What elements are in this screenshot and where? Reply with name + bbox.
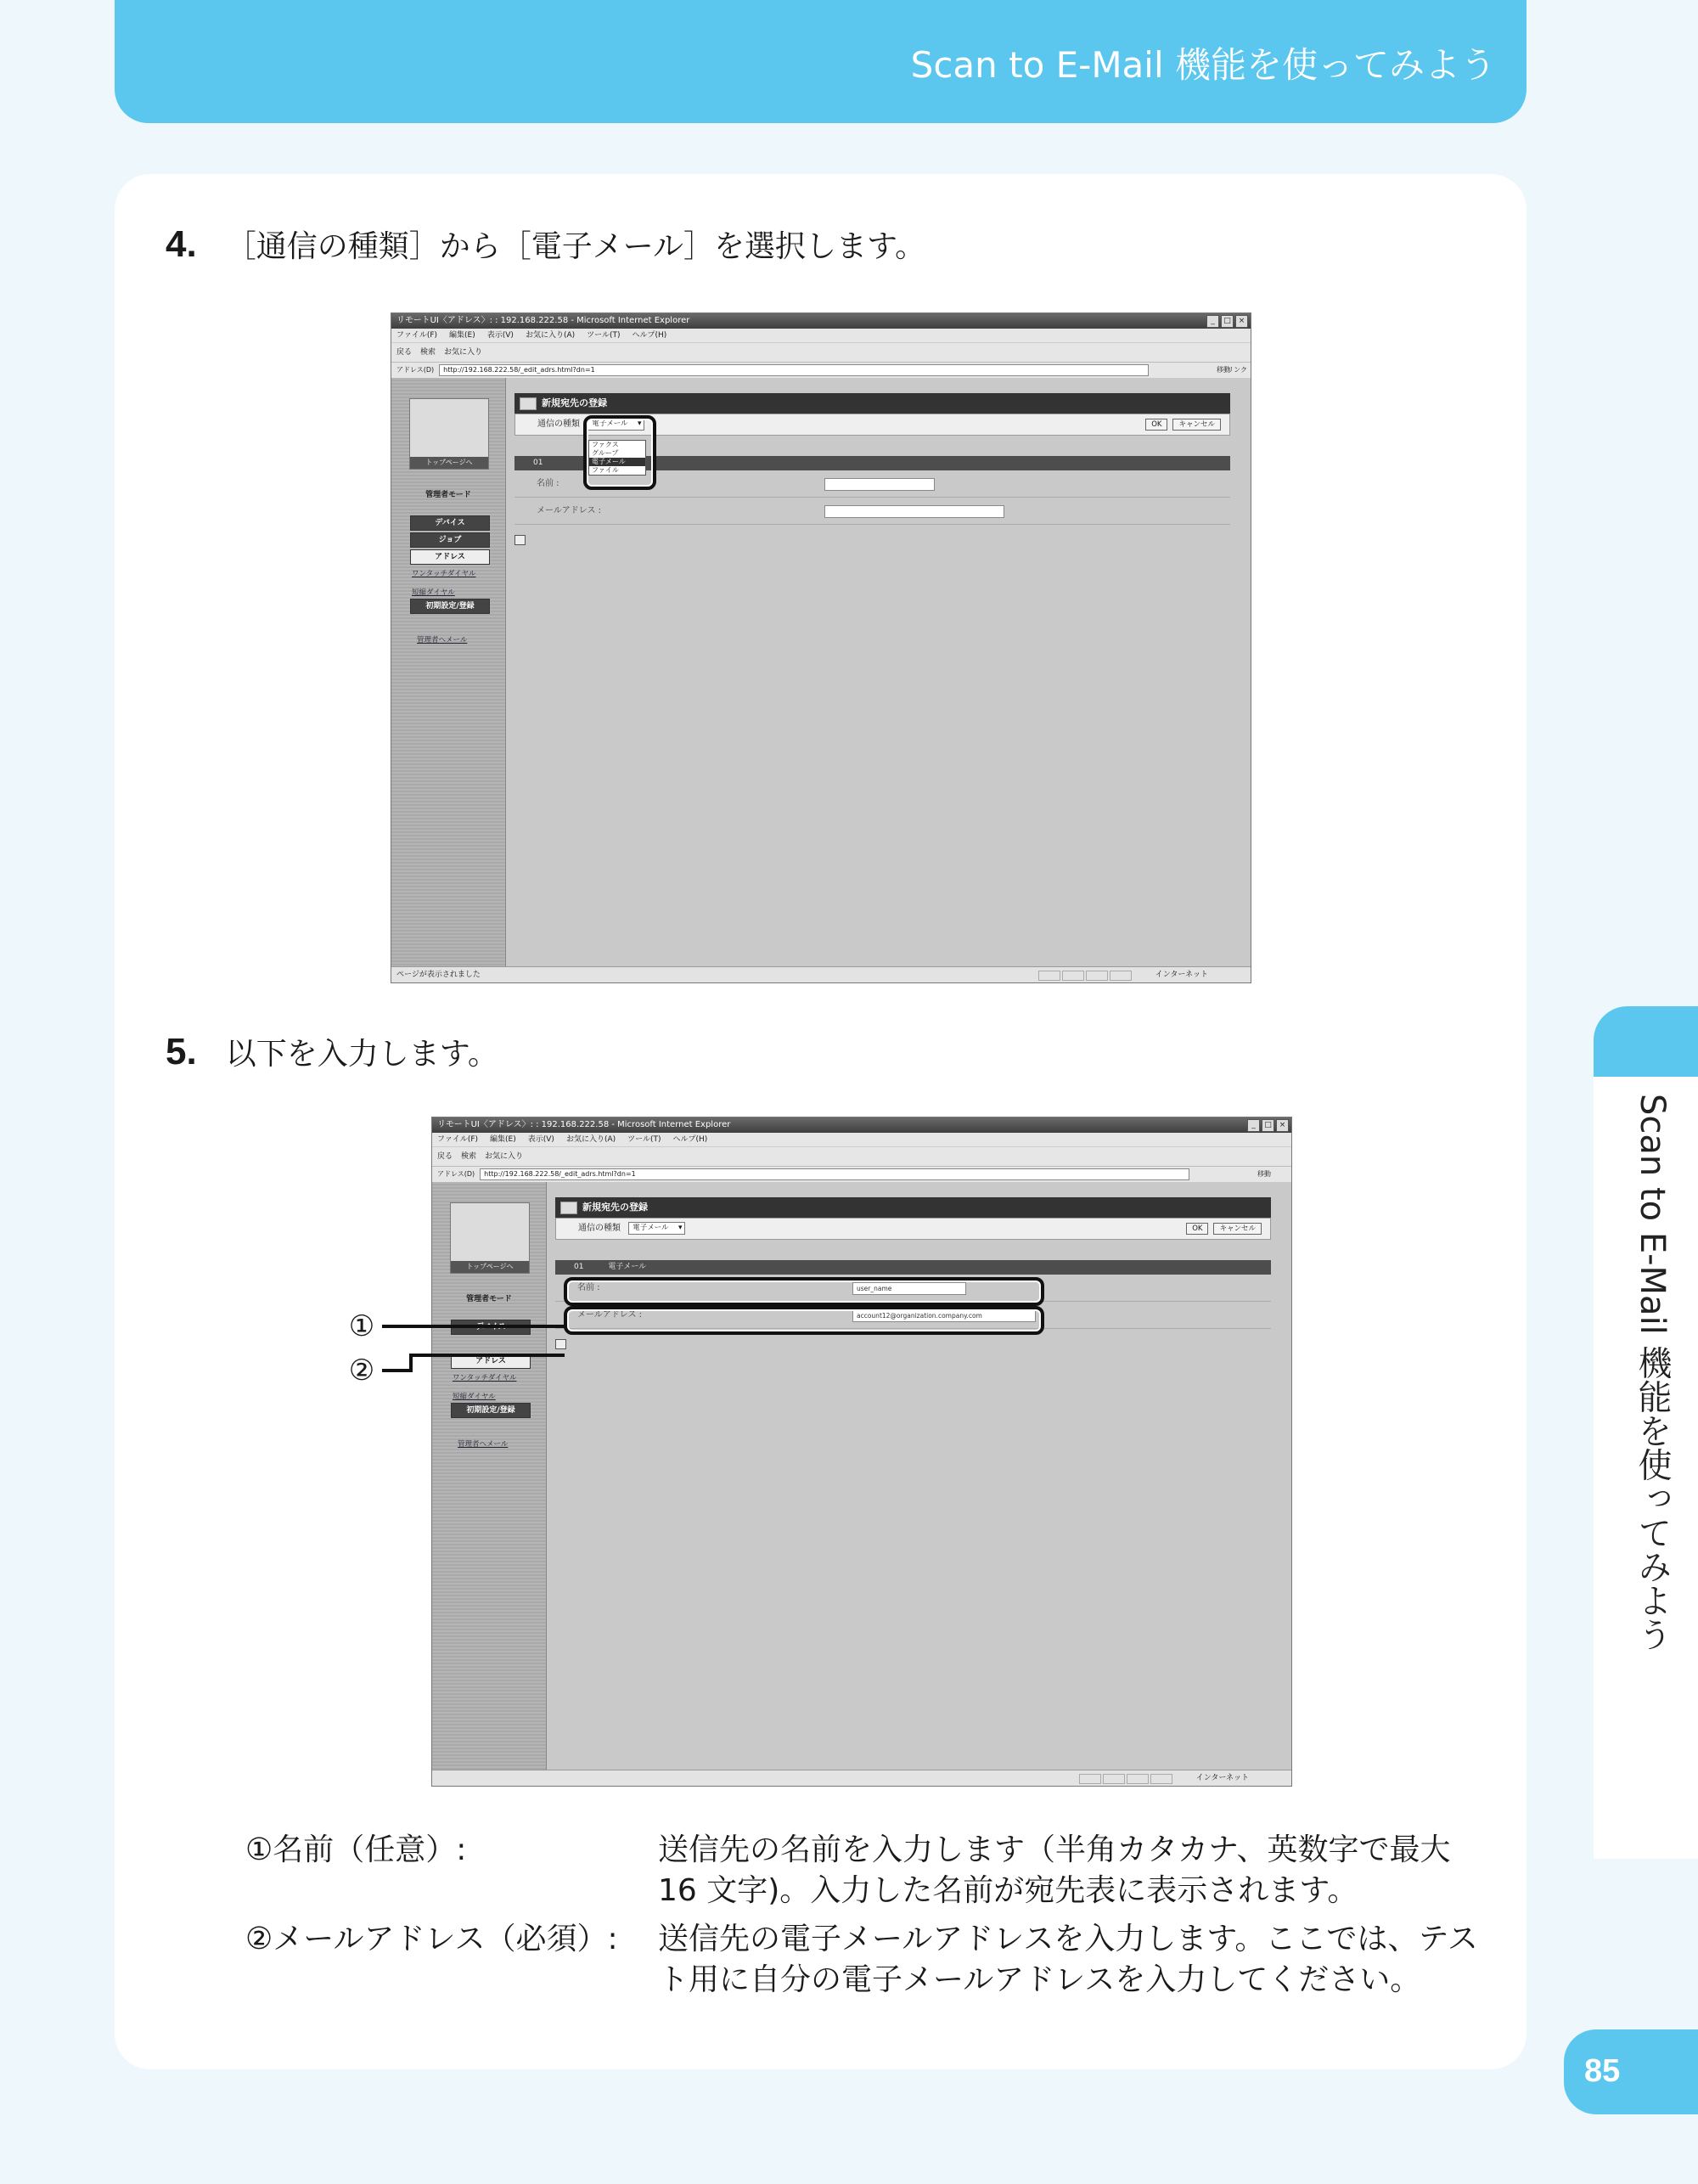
- go-button[interactable]: 移動: [1217, 366, 1230, 374]
- panel-icon: [520, 397, 537, 410]
- browser-title-bar: [391, 313, 1251, 329]
- marker-2: ②: [348, 1354, 375, 1388]
- address-bar: [432, 1167, 1291, 1183]
- panel-header: [514, 393, 1230, 414]
- internet-zone: インターネット: [1195, 1774, 1249, 1782]
- browser-title: リモートUI〈アドレス〉: : 192.168.222.58 - Microsoft Internet Explorer: [396, 316, 690, 325]
- remote-ui-main: [506, 378, 1251, 967]
- marker-1: ①: [348, 1309, 375, 1343]
- menu-file[interactable]: ファイル(F): [396, 331, 438, 340]
- mode-label: 管理者モード: [466, 1295, 512, 1303]
- menu-help[interactable]: ヘルプ(H): [632, 331, 667, 340]
- dropdown-callout: [583, 415, 656, 490]
- description-label: ②メールアドレス（必須）:: [245, 1922, 618, 1956]
- section-header: [555, 1260, 1271, 1275]
- page-icon: [514, 535, 526, 545]
- abbrev-dial-link[interactable]: 短縮ダイヤル: [412, 588, 455, 597]
- browser-body: [432, 1182, 1291, 1770]
- name-callout: [564, 1277, 1044, 1306]
- favorites-button[interactable]: お気に入り: [485, 1152, 524, 1161]
- name-label: 名前 :: [577, 1283, 600, 1292]
- type-row: [555, 1218, 1271, 1240]
- browser-title-bar: [432, 1117, 1291, 1133]
- close-icon[interactable]: ×: [1235, 315, 1248, 328]
- browser-title: リモートUI〈アドレス〉: : 192.168.222.58 - Microsoft Internet Explorer: [437, 1120, 731, 1129]
- mode-label: 管理者モード: [425, 491, 471, 499]
- abbrev-dial-link[interactable]: 短縮ダイヤル: [453, 1393, 496, 1401]
- name-input[interactable]: [824, 478, 935, 491]
- option-group[interactable]: グループ: [592, 449, 619, 457]
- job-button[interactable]: ジョブ: [410, 532, 490, 548]
- name-label: 名前 :: [537, 479, 559, 488]
- address-button[interactable]: アドレス: [451, 1354, 531, 1369]
- search-button[interactable]: 検索: [461, 1152, 477, 1161]
- maximize-icon[interactable]: □: [1221, 315, 1234, 328]
- one-touch-link[interactable]: ワンタッチダイヤル: [412, 570, 476, 578]
- name-input[interactable]: user_name: [852, 1282, 966, 1295]
- leader-line-2-top: [409, 1354, 565, 1357]
- menu-favorites[interactable]: お気に入り(A): [525, 331, 576, 340]
- maximize-icon[interactable]: □: [1262, 1119, 1274, 1132]
- go-button[interactable]: 移動: [1257, 1170, 1271, 1178]
- email-row: [514, 498, 1230, 525]
- menu-edit[interactable]: 編集(E): [449, 331, 475, 340]
- panel-icon: [560, 1202, 577, 1214]
- panel-header: [555, 1197, 1271, 1218]
- status-bar: [391, 966, 1251, 982]
- header-bar: [115, 0, 1527, 123]
- url-field[interactable]: http://192.168.222.58/_edit_adrs.html?dn=1: [439, 364, 1149, 376]
- address-label: アドレス(D): [437, 1170, 475, 1178]
- minimize-icon[interactable]: _: [1247, 1119, 1260, 1132]
- menu-view[interactable]: 表示(V): [527, 1135, 554, 1144]
- browser-menu: [391, 329, 1251, 343]
- address-button[interactable]: アドレス: [410, 549, 490, 565]
- remote-ui-sidebar: [432, 1182, 547, 1770]
- back-button[interactable]: 戻る: [437, 1152, 453, 1161]
- panel-title: 新規宛先の登録: [542, 397, 607, 408]
- page-icon: [555, 1339, 566, 1349]
- section-number: 01: [574, 1263, 584, 1271]
- step-number: 4.: [166, 223, 197, 265]
- admin-mail-link[interactable]: 管理者へメール: [417, 636, 468, 645]
- browser-screenshot-1: [391, 312, 1251, 983]
- panel-title: 新規宛先の登録: [582, 1202, 648, 1213]
- menu-view[interactable]: 表示(V): [486, 331, 514, 340]
- menu-tools[interactable]: ツール(T): [587, 331, 621, 340]
- step-text: 以下を入力します。: [225, 1037, 498, 1072]
- minimize-icon[interactable]: _: [1206, 315, 1219, 328]
- menu-edit[interactable]: 編集(E): [490, 1135, 516, 1144]
- top-page-logo[interactable]: [450, 1202, 530, 1274]
- favorites-button[interactable]: お気に入り: [444, 348, 483, 357]
- admin-mail-link[interactable]: 管理者へメール: [458, 1440, 509, 1449]
- chapter-title: Scan to E-Mail 機能を使ってみよう: [910, 44, 1496, 86]
- email-callout: [564, 1306, 1044, 1335]
- browser-body: [391, 378, 1251, 967]
- type-select[interactable]: 電子メール ▾: [628, 1222, 684, 1235]
- init-register-button[interactable]: 初期設定/登録: [451, 1403, 531, 1418]
- search-button[interactable]: 検索: [420, 348, 436, 357]
- description-text: 送信先の電子メールアドレスを入力します。ここでは、テスト用に自分の電子メールアドレスを入力してください。: [658, 1922, 1478, 1997]
- ok-button[interactable]: OK: [1186, 1223, 1208, 1235]
- leader-line-1: [382, 1325, 565, 1328]
- address-label: アドレス(D): [396, 366, 435, 374]
- address-bar: [391, 363, 1251, 379]
- internet-zone: インターネット: [1155, 971, 1208, 979]
- step-4: [166, 222, 925, 266]
- close-icon[interactable]: ×: [1276, 1119, 1289, 1132]
- option-fax[interactable]: ファクス: [592, 441, 619, 448]
- status-bar: [432, 1770, 1291, 1786]
- one-touch-link[interactable]: ワンタッチダイヤル: [453, 1374, 517, 1382]
- email-label: メールアドレス :: [577, 1310, 643, 1320]
- init-register-button[interactable]: 初期設定/登録: [410, 599, 490, 614]
- section-name: 電子メール: [608, 1263, 647, 1271]
- menu-help[interactable]: ヘルプ(H): [672, 1135, 708, 1144]
- device-button[interactable]: デバイス: [410, 515, 490, 531]
- type-label: 通信の種類: [537, 419, 580, 429]
- option-file[interactable]: ファイル: [592, 466, 619, 474]
- url-field[interactable]: http://192.168.222.58/_edit_adrs.html?dn=1: [480, 1168, 1189, 1180]
- top-page-caption: トップページへ: [410, 457, 488, 469]
- browser-screenshot-2: [431, 1117, 1292, 1787]
- leader-line-2: [382, 1369, 413, 1372]
- description-label: ①名前（任意）:: [245, 1832, 467, 1867]
- cancel-button[interactable]: キャンセル: [1213, 1223, 1262, 1235]
- back-button[interactable]: 戻る: [396, 348, 413, 357]
- status-text: ページが表示されました: [396, 971, 481, 979]
- side-tab-text: Scan to E-Mail 機能を使ってみよう: [1633, 1094, 1672, 1652]
- remote-ui-main: [547, 1182, 1291, 1770]
- menu-file[interactable]: ファイル(F): [437, 1135, 479, 1144]
- menu-favorites[interactable]: お気に入り(A): [565, 1135, 616, 1144]
- menu-tools[interactable]: ツール(T): [627, 1135, 661, 1144]
- remote-ui-sidebar: [391, 378, 506, 967]
- type-select[interactable]: 電子メール ▾: [588, 418, 644, 431]
- option-email[interactable]: 電子メール: [589, 458, 645, 466]
- browser-toolbar: [391, 343, 1251, 363]
- browser-toolbar: [432, 1147, 1291, 1167]
- step-number: 5.: [166, 1031, 197, 1072]
- step-5: [166, 1030, 498, 1073]
- browser-menu: [432, 1133, 1291, 1147]
- email-input[interactable]: [824, 505, 1004, 518]
- section-number: 01: [533, 459, 543, 467]
- top-page-logo[interactable]: [409, 398, 489, 470]
- links-button[interactable]: リンク: [1227, 366, 1247, 374]
- email-label: メールアドレス :: [537, 506, 602, 515]
- description-text: 送信先の名前を入力します（半角カタカナ、英数字で最大 16 文字)。入力した名前が宛先表に表示されます。: [658, 1832, 1451, 1908]
- type-label: 通信の種類: [578, 1224, 621, 1233]
- top-page-caption: トップページへ: [451, 1261, 529, 1273]
- cancel-button[interactable]: キャンセル: [1172, 419, 1221, 431]
- email-input[interactable]: account12@organization.company.com: [852, 1309, 1036, 1322]
- ok-button[interactable]: OK: [1145, 419, 1167, 431]
- step-text: ［通信の種類］から［電子メール］を選択します。: [225, 229, 926, 264]
- page-number: 85: [1584, 2053, 1621, 2089]
